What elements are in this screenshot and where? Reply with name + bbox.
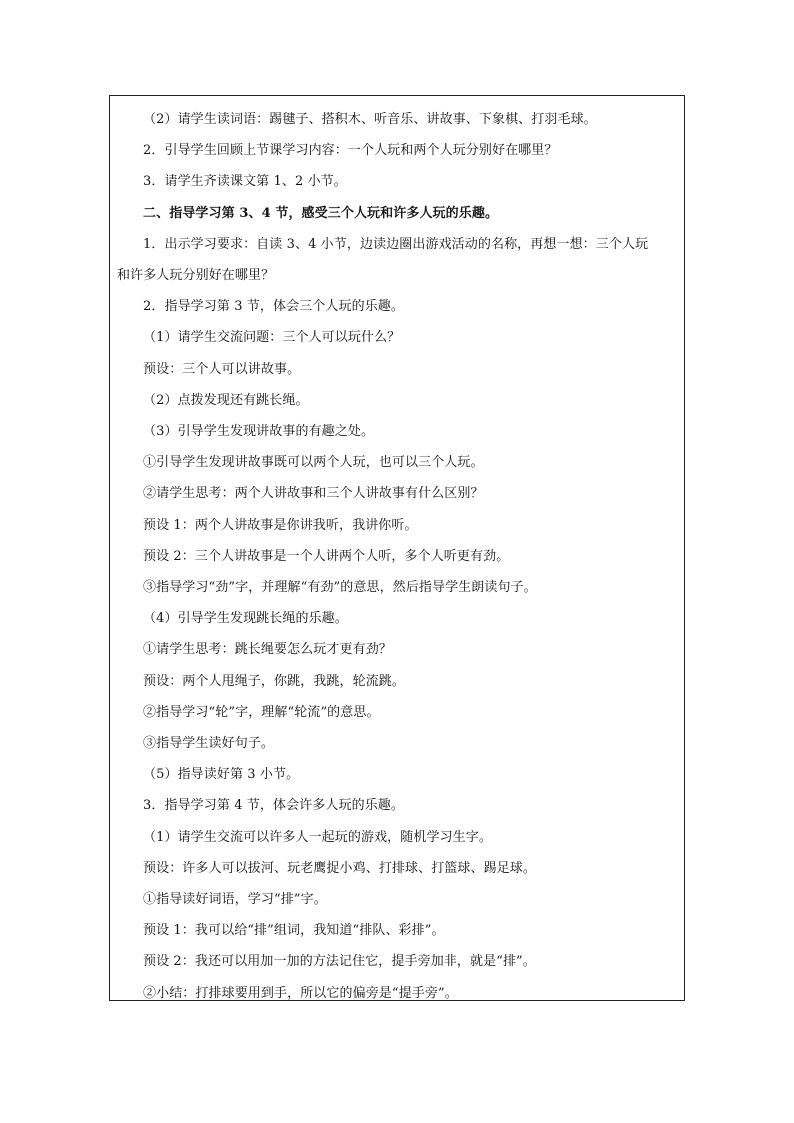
text-line: 1．出示学习要求：自读 3、4 小节，边读边圈出游戏活动的名称，再想一想：三个人玩 <box>143 236 649 252</box>
text-line: 预设：三个人可以讲故事。 <box>143 361 301 377</box>
text-line: 预设 2：我还可以用加一加的方法记住它，提手旁加非，就是“排”。 <box>143 954 536 970</box>
text-line: ②指导学习“轮”字，理解“轮流”的意思。 <box>143 704 380 720</box>
text-line: （1）请学生交流问题：三个人可以玩什么？ <box>143 330 401 346</box>
text-line: （3）引导学生发现讲故事的有趣之处。 <box>143 424 375 440</box>
text-line: 2．引导学生回顾上节课学习内容：一个人玩和两个人玩分别好在哪里？ <box>143 143 558 159</box>
text-line: ①请学生思考：跳长绳要怎么玩才更有劲？ <box>143 642 392 658</box>
text-line: ②请学生思考：两个人讲故事和三个人讲故事有什么区别？ <box>143 486 484 502</box>
text-line: 预设：许多人可以拔河、玩老鹰捉小鸡、打排球、打篮球、踢足球。 <box>143 860 537 876</box>
text-line: （5）指导读好第 3 小节。 <box>143 767 300 783</box>
text-line: ①指导读好词语，学习“排”字。 <box>143 892 327 908</box>
text-line: ③指导学习“劲”字，并理解“有劲”的意思，然后指导学生朗读句子。 <box>143 580 537 596</box>
text-line: 预设：两个人甩绳子，你跳，我跳，轮流跳。 <box>143 673 406 689</box>
text-line: 预设 1：两个人讲故事是你讲我听，我讲你听。 <box>143 517 418 533</box>
text-line: ③指导学生读好句子。 <box>143 736 275 752</box>
text-line: 预设 1：我可以给“排”组词，我知道“排队、彩排”。 <box>143 923 445 939</box>
text-line: 3．指导学习第 4 节，体会许多人玩的乐趣。 <box>143 798 405 814</box>
text-line: （2）点拨发现还有跳长绳。 <box>143 392 309 408</box>
lesson-content <box>110 96 684 1009</box>
text-line: 3．请学生齐读课文第 1、2 小节。 <box>143 174 347 190</box>
text-line: 和许多人玩分别好在哪里？ <box>117 268 275 284</box>
text-line: 预设 2：三个人讲故事是一个人讲两个人听，多个人听更有劲。 <box>143 548 510 564</box>
text-line: （2）请学生读词语：踢毽子、搭积木、听音乐、讲故事、下象棋、打羽毛球。 <box>143 112 597 127</box>
text-line: （4）引导学生发现跳长绳的乐趣。 <box>143 611 348 627</box>
lesson-plan-table-cell <box>109 95 685 1001</box>
text-line: （1）请学生交流可以许多人一起玩的游戏，随机学习生字。 <box>143 829 492 845</box>
text-line: 2．指导学习第 3 节，体会三个人玩的乐趣。 <box>143 299 405 315</box>
text-line: ②小结：打排球要用到手，所以它的偏旁是“提手旁”。 <box>143 985 458 1001</box>
text-line: ①引导学生发现讲故事既可以两个人玩，也可以三个人玩。 <box>143 455 484 471</box>
section-heading: 二、指导学习第 3、4 节，感受三个人玩和许多人玩的乐趣。 <box>143 205 499 221</box>
